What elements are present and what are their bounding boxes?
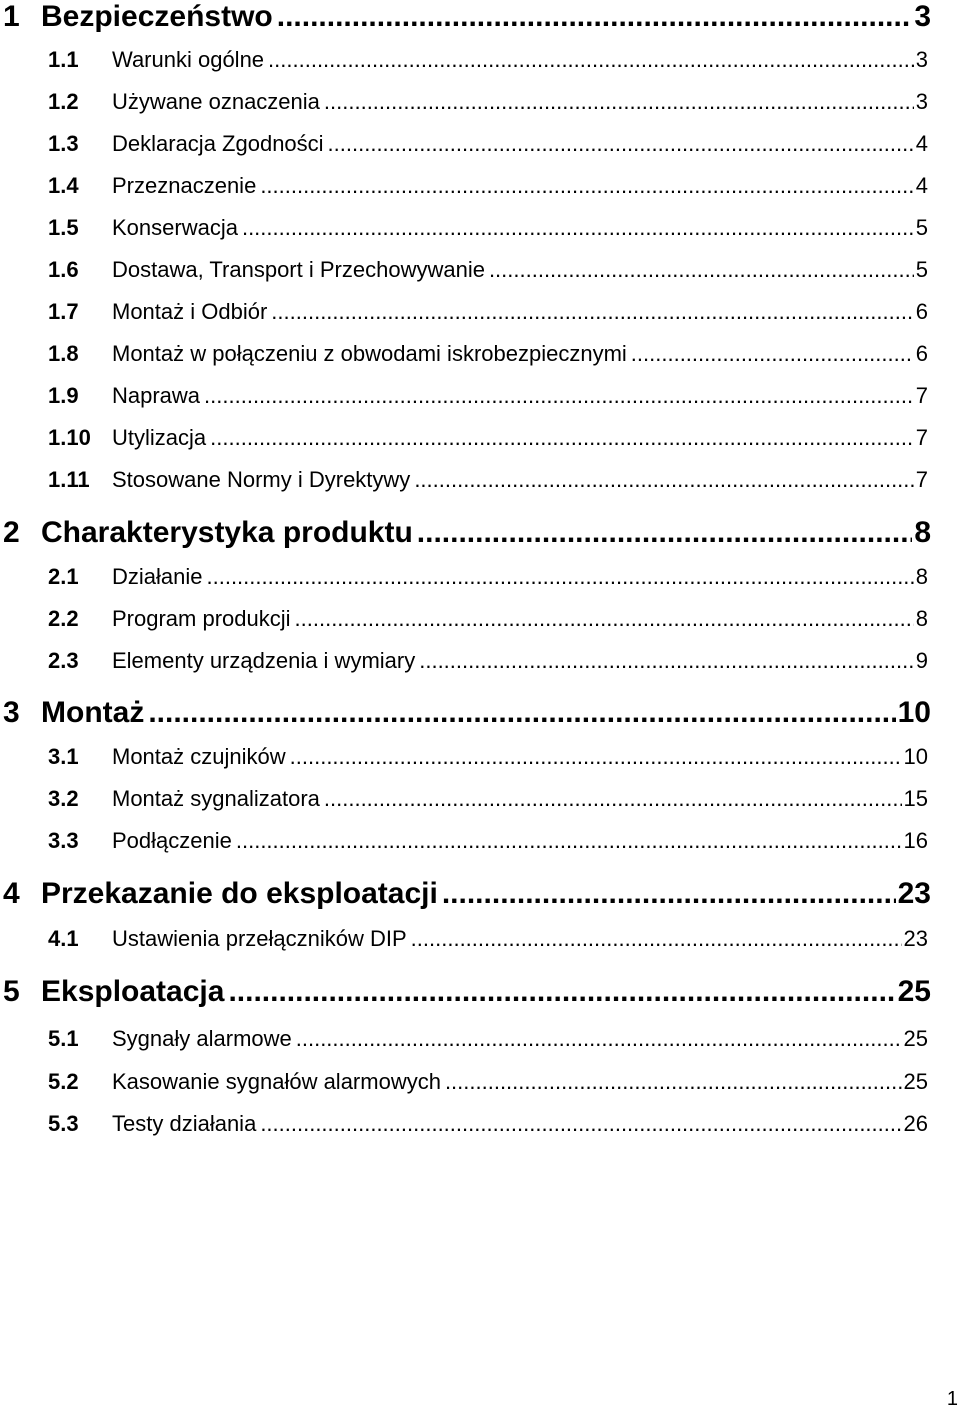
dot-leader xyxy=(271,299,913,325)
toc-number: 5.2 xyxy=(48,1069,79,1094)
dot-leader xyxy=(417,516,913,550)
toc-title: Ustawienia przełączników DIP xyxy=(112,926,407,951)
toc-page-number: 23 xyxy=(897,877,931,910)
toc-entry[interactable] xyxy=(48,606,928,632)
toc-number: 1 xyxy=(3,0,20,33)
toc-number: 5.1 xyxy=(48,1026,79,1051)
toc-page-number: 5 xyxy=(915,215,928,240)
toc-entry[interactable] xyxy=(48,425,928,451)
toc-title: Deklaracja Zgodności xyxy=(112,131,324,156)
dot-leader xyxy=(242,215,914,241)
dot-leader xyxy=(204,383,914,409)
toc-number: 2 xyxy=(3,516,20,549)
toc-page-number: 5 xyxy=(915,257,928,282)
toc-number: 2.3 xyxy=(48,648,79,673)
toc-title: Montaż xyxy=(41,696,145,729)
dot-leader xyxy=(148,696,895,730)
dot-leader xyxy=(260,1111,901,1137)
toc-entry[interactable] xyxy=(48,786,928,812)
toc-entry[interactable] xyxy=(48,89,928,115)
toc-number: 1.2 xyxy=(48,89,79,114)
toc-page-number: 16 xyxy=(903,828,928,853)
dot-leader xyxy=(260,173,913,199)
toc-entry[interactable] xyxy=(48,467,928,493)
toc-number: 1.10 xyxy=(48,425,91,450)
toc-page-number: 10 xyxy=(903,744,928,769)
toc-number: 1.4 xyxy=(48,173,79,198)
toc-page-number: 8 xyxy=(915,564,928,589)
toc-page-number: 3 xyxy=(915,89,928,114)
toc-number: 5 xyxy=(3,975,20,1008)
toc-number: 1.1 xyxy=(48,47,79,72)
toc-number: 1.7 xyxy=(48,299,79,324)
toc-title: Przeznaczenie xyxy=(112,173,257,198)
toc-entry[interactable] xyxy=(3,696,931,730)
toc-title: Używane oznaczenia xyxy=(112,89,320,114)
toc-entry[interactable] xyxy=(48,173,928,199)
toc-number: 1.5 xyxy=(48,215,79,240)
toc-title: Stosowane Normy i Dyrektywy xyxy=(112,467,411,492)
toc-page-number: 8 xyxy=(914,516,931,549)
dot-leader xyxy=(210,425,914,451)
toc-page-number: 6 xyxy=(915,341,928,366)
toc-entry[interactable] xyxy=(48,926,928,952)
toc-entry[interactable] xyxy=(48,215,928,241)
toc-entry[interactable] xyxy=(48,257,928,283)
toc-page-number: 25 xyxy=(897,975,931,1008)
toc-entry[interactable] xyxy=(48,564,928,590)
dot-leader xyxy=(290,744,902,770)
toc-number: 3.2 xyxy=(48,786,79,811)
toc-number: 1.11 xyxy=(48,467,90,492)
toc-title: Elementy urządzenia i wymiary xyxy=(112,648,416,673)
toc-title: Program produkcji xyxy=(112,606,291,631)
toc-entry[interactable] xyxy=(48,1069,928,1095)
toc-page-number: 4 xyxy=(915,131,928,156)
toc-number: 3 xyxy=(3,696,20,729)
toc-page-number: 8 xyxy=(915,606,928,631)
toc-entry[interactable] xyxy=(48,828,928,854)
toc-title: Przekazanie do eksploatacji xyxy=(41,877,438,910)
toc-page-number: 25 xyxy=(903,1069,928,1094)
toc-entry[interactable] xyxy=(48,1111,928,1137)
toc-title: Konserwacja xyxy=(112,215,238,240)
dot-leader xyxy=(296,1026,902,1052)
toc-page-number: 3 xyxy=(915,47,928,72)
toc-entry[interactable] xyxy=(48,131,928,157)
page-number: 1 xyxy=(946,1388,958,1410)
toc-title: Sygnały alarmowe xyxy=(112,1026,292,1051)
dot-leader xyxy=(489,257,914,283)
toc-entry[interactable] xyxy=(48,341,928,367)
dot-leader xyxy=(228,975,895,1009)
toc-number: 2.1 xyxy=(48,564,79,589)
toc-page-number: 3 xyxy=(914,0,931,33)
toc-title: Bezpieczeństwo xyxy=(41,0,273,33)
toc-entry[interactable] xyxy=(48,1026,928,1052)
toc-number: 1.6 xyxy=(48,257,79,282)
toc-entry[interactable] xyxy=(48,383,928,409)
toc-page-number: 4 xyxy=(915,173,928,198)
toc-number: 4 xyxy=(3,877,20,910)
toc-page-number: 7 xyxy=(915,425,928,450)
toc-title: Naprawa xyxy=(112,383,201,408)
toc-title: Podłączenie xyxy=(112,828,232,853)
toc-title: Charakterystyka produktu xyxy=(41,516,413,549)
toc-number: 3.1 xyxy=(48,744,79,769)
toc-title: Testy działania xyxy=(112,1111,257,1136)
dot-leader xyxy=(236,828,902,854)
toc-entry[interactable] xyxy=(3,975,931,1009)
toc-title: Montaż czujników xyxy=(112,744,286,769)
dot-leader xyxy=(268,47,914,73)
toc-page-number: 7 xyxy=(915,383,928,408)
toc-number: 4.1 xyxy=(48,926,79,951)
toc-entry[interactable] xyxy=(48,648,928,674)
dot-leader xyxy=(419,648,914,674)
dot-leader xyxy=(324,786,902,812)
toc-title: Działanie xyxy=(112,564,203,589)
toc-number: 2.2 xyxy=(48,606,79,631)
toc-page-number: 10 xyxy=(897,696,931,729)
toc-entry[interactable] xyxy=(3,877,931,911)
toc-page-number: 23 xyxy=(903,926,928,951)
dot-leader xyxy=(295,606,914,632)
dot-leader xyxy=(207,564,914,590)
toc-page-number: 7 xyxy=(915,467,928,492)
dot-leader xyxy=(277,0,913,34)
toc-entry[interactable] xyxy=(48,47,928,73)
dot-leader xyxy=(328,131,914,157)
dot-leader xyxy=(631,341,914,367)
dot-leader xyxy=(442,877,896,911)
toc-title: Montaż i Odbiór xyxy=(112,299,268,324)
toc-entry[interactable] xyxy=(3,516,931,550)
toc-page-number: 6 xyxy=(915,299,928,324)
toc-title: Eksploatacja xyxy=(41,975,225,1008)
toc-number: 1.3 xyxy=(48,131,79,156)
toc-title: Warunki ogólne xyxy=(112,47,265,72)
toc-page-number: 25 xyxy=(903,1026,928,1051)
toc-entry[interactable] xyxy=(48,299,928,325)
toc-number: 1.8 xyxy=(48,341,79,366)
toc-title: Kasowanie sygnałów alarmowych xyxy=(112,1069,441,1094)
toc-title: Montaż w połączeniu z obwodami iskrobezpiecznymi xyxy=(112,341,627,366)
toc-title: Dostawa, Transport i Przechowywanie xyxy=(112,257,485,282)
toc-page-number: 26 xyxy=(903,1111,928,1136)
toc-page-number: 15 xyxy=(903,786,928,811)
toc-entry[interactable] xyxy=(48,744,928,770)
toc-number: 3.3 xyxy=(48,828,79,853)
toc-title: Utylizacja xyxy=(112,425,207,450)
toc-number: 1.9 xyxy=(48,383,79,408)
dot-leader xyxy=(324,89,914,115)
toc-title: Montaż sygnalizatora xyxy=(112,786,320,811)
dot-leader xyxy=(445,1069,902,1095)
dot-leader xyxy=(414,467,913,493)
toc-entry[interactable] xyxy=(3,0,931,34)
dot-leader xyxy=(411,926,902,952)
toc-page-number: 9 xyxy=(915,648,928,673)
toc-number: 5.3 xyxy=(48,1111,79,1136)
